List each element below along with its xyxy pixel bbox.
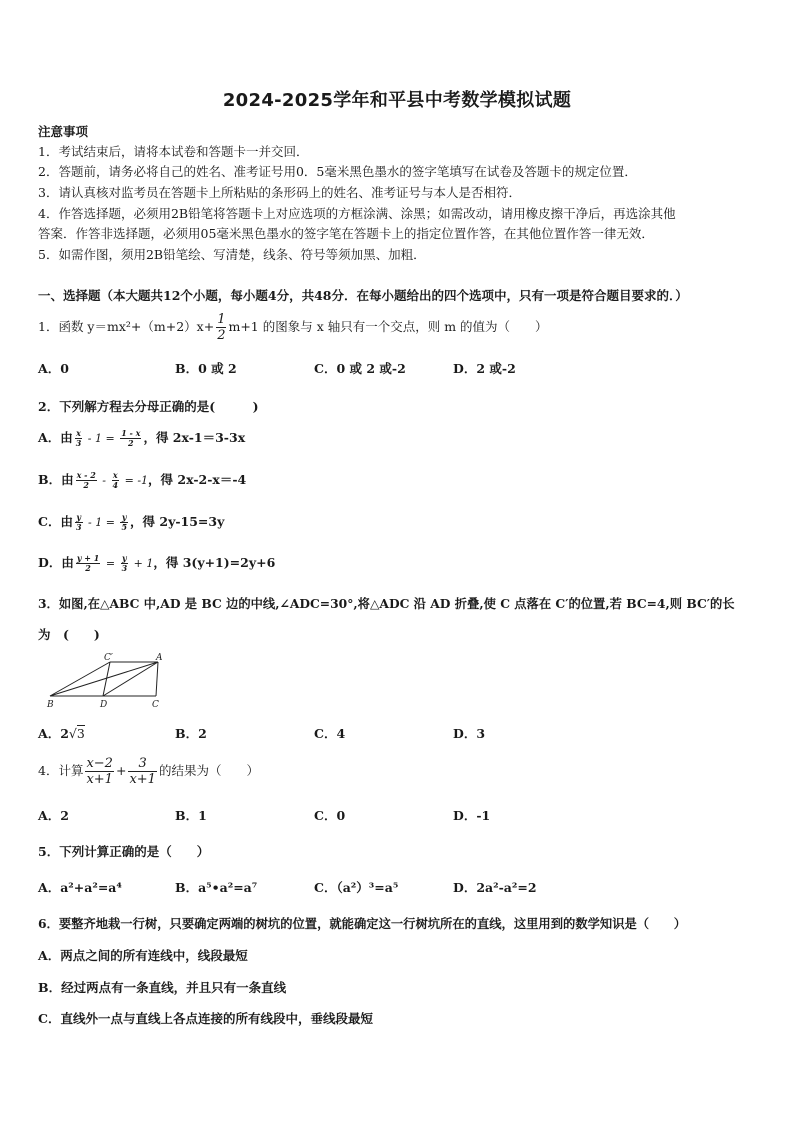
question-2-stem: 2．下列解方程去分母正确的是( ) — [38, 399, 259, 414]
q2d-frac-1 — [76, 554, 101, 573]
question-1-stem — [38, 312, 548, 343]
q1-post: m+1 的图象与 x 轴只有一个交点，则 m 的值为（ ） — [228, 319, 548, 334]
q4-option-a: A．2 — [38, 808, 69, 823]
q2a-frac-1 — [75, 429, 83, 448]
q3a-text: A．2 — [38, 726, 69, 741]
question-6-stem: 6．要整齐地栽一行树，只要确定两端的树坑的位置，就能确定这一行树坑所在的直线，这里用到的数学知识是（ ） — [38, 916, 686, 931]
q2a-n1: x — [76, 428, 81, 438]
q2d-result: ，得 3(y+1)=2y+6 — [153, 555, 276, 570]
q4-option-b: B．1 — [175, 808, 207, 823]
q2b-result: ，得 2x-2-x＝-4 — [148, 472, 247, 487]
q2b-frac-1 — [76, 471, 97, 490]
q6-option-a: A．两点之间的所有连线中，线段最短 — [38, 948, 248, 963]
q2d-tail: + 1 — [130, 557, 154, 570]
q2a-d1: 3 — [75, 438, 82, 448]
q2c-n1: y — [76, 512, 82, 522]
q2c-mid: - 1 = — [84, 516, 119, 529]
q2c-result: ，得 2y-15=3y — [130, 514, 225, 529]
q2a-d2: 2 — [128, 438, 134, 448]
q2a-label: A．由 — [38, 430, 73, 445]
q2-option-b — [38, 470, 246, 490]
q2c-frac-2 — [120, 513, 128, 532]
q2c-frac-1 — [75, 513, 83, 532]
q2a-mid: - 1 = — [84, 432, 119, 445]
label-c-prime: C′ — [104, 653, 113, 663]
q2-option-d — [38, 553, 275, 573]
q5-option-a: A．a²+a²=a⁴ — [38, 880, 122, 895]
q2a-result: ，得 2x-1＝3-3x — [143, 430, 246, 445]
q2d-label: D．由 — [38, 555, 74, 570]
q2b-mid: - — [98, 474, 110, 487]
q2b-label: B．由 — [38, 472, 74, 487]
q1-fraction — [216, 312, 226, 343]
question-3-stem: 3．如图,在△ABC 中,AD 是 BC 边的中线,∠ADC=30°,将△ADC 沿 AD 折叠,使 C 点落在 C′的位置,若 BC=4,则 BC′的长 — [38, 596, 735, 611]
q4-d2: x+1 — [129, 772, 156, 787]
exam-title: 2024-2025学年和平县中考数学模拟试题 — [222, 90, 572, 111]
q2c-d1: 3 — [75, 522, 82, 532]
notice-item-4-cont: 答案．作答非选择题，必须用05毫米黑色墨水的签字笔在答题卡上的指定位置作答，在其他位置作答一律无效． — [38, 226, 654, 241]
q2c-n2: y — [121, 512, 127, 522]
q3a-radicand: 3 — [76, 726, 85, 741]
segment-ad — [103, 662, 158, 696]
label-a: A — [156, 653, 163, 663]
q5-option-d: D．2a²-a²=2 — [453, 880, 537, 895]
q4-plus: + — [115, 763, 127, 778]
q2b-d2: 4 — [112, 480, 119, 490]
q1-option-c: C．0 或 2 或-2 — [314, 361, 406, 376]
notice-item-5: 5．如需作图，须用2B铅笔绘、写清楚，线条、符号等须加黑、加粗． — [38, 247, 426, 262]
q4-d1: x+1 — [86, 772, 113, 787]
q1-option-d: D．2 或-2 — [453, 361, 516, 376]
q2c-d2: 5 — [121, 522, 128, 532]
q4-option-c: C．0 — [314, 808, 346, 823]
q3-option-a — [38, 724, 85, 742]
section-heading: 一、选择题（本大题共12个小题，每小题4分，共48分．在每小题给出的四个选项中，只有一项是符合题目要求的．） — [38, 288, 688, 303]
question-3-stem-cont: 为 ( ) — [38, 627, 100, 642]
label-c: C — [152, 700, 159, 710]
notice-heading: 注意事项 — [38, 124, 89, 139]
q6-option-c: C．直线外一点与直线上各点连接的所有线段中，垂线段最短 — [38, 1011, 373, 1026]
q2b-d1: 2 — [83, 480, 89, 490]
q2a-n2: 1 - x — [121, 428, 141, 438]
q4-option-d: D．-1 — [453, 808, 491, 823]
q4-post: 的结果为（ ） — [158, 763, 259, 778]
q2b-n1: x - 2 — [76, 470, 96, 480]
q2d-frac-2 — [121, 554, 129, 573]
notice-item-2: 2．答题前，请务必将自己的姓名、准考证号用0．5毫米黑色墨水的签字笔填写在试卷及答题卡的规定位置． — [38, 164, 637, 179]
question-4-stem — [38, 756, 259, 787]
q4-n2: 3 — [128, 756, 157, 772]
q3-option-b: B．2 — [175, 726, 207, 741]
q2b-tail: = -1 — [121, 474, 149, 487]
q4-pre: 4．计算 — [38, 763, 84, 778]
q1-pre: 1．函数 y＝mx²+（m+2）x+ — [38, 319, 215, 334]
q5-option-b: B．a⁵•a²=a⁷ — [175, 880, 258, 895]
q1-option-b: B．0 或 2 — [175, 361, 237, 376]
segment-ac — [156, 662, 158, 696]
q2b-frac-2 — [112, 471, 120, 490]
q2-option-c — [38, 512, 224, 532]
q4-frac-1 — [85, 756, 114, 787]
notice-item-3: 3．请认真核对监考员在答题卡上所粘贴的条形码上的姓名、准考证号与本人是否相符． — [38, 185, 521, 200]
notice-item-4: 4．作答选择题，必须用2B铅笔将答题卡上对应选项的方框涂满、涂黑；如需改动，请用橡皮擦干净后，再选涂其他 — [38, 206, 676, 221]
q2c-label: C．由 — [38, 514, 73, 529]
q6-option-b: B．经过两点有一条直线，并且只有一条直线 — [38, 980, 287, 995]
q2d-n2: y — [122, 553, 127, 563]
q2b-n2: x — [112, 470, 118, 480]
label-b: B — [47, 700, 54, 710]
q2d-d2: 3 — [121, 563, 128, 573]
q2a-frac-2 — [120, 429, 141, 448]
q2d-d1: 2 — [85, 563, 91, 573]
q1-frac-num: 1 — [217, 312, 226, 327]
q2d-n1: y + 1 — [76, 553, 100, 563]
segment-bcp — [50, 662, 110, 696]
triangle-fold-figure — [44, 652, 174, 710]
q4-n1: x−2 — [86, 756, 113, 771]
q1-frac-den: 2 — [217, 328, 226, 343]
q3-option-d: D．3 — [453, 726, 486, 741]
q5-option-c: C．（a²）³=a⁵ — [314, 880, 399, 895]
label-d: D — [100, 700, 108, 710]
q4-frac-2 — [128, 756, 157, 787]
q3-option-c: C．4 — [314, 726, 346, 741]
question-5-stem: 5．下列计算正确的是（ ） — [38, 844, 210, 859]
q2-option-a — [38, 428, 245, 448]
q1-option-a: A．0 — [38, 361, 69, 376]
sqrt-icon: √ — [68, 726, 77, 741]
notice-item-1: 1．考试结束后，请将本试卷和答题卡一并交回． — [38, 144, 309, 159]
q2d-mid: = — [102, 557, 119, 570]
